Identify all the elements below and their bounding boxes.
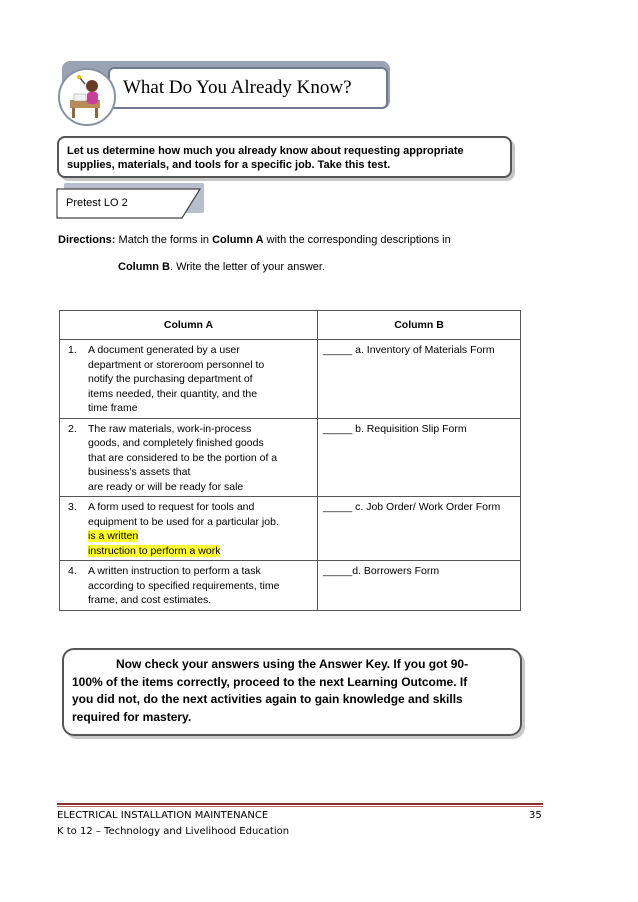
column-b-cell[interactable]: _____ c. Job Order/ Work Order Form (318, 497, 521, 561)
page-number: 35 (529, 810, 542, 821)
column-a-cell (60, 561, 318, 611)
directions-line1 (58, 234, 451, 246)
intro-callout (57, 136, 512, 178)
matching-table (59, 310, 521, 611)
column-b-cell[interactable]: _____d. Borrowers Form (318, 561, 521, 611)
table-row (60, 561, 521, 611)
item-text: time frame (88, 402, 138, 414)
item-text: according to specified requirements, time (88, 579, 280, 592)
highlighted-text: is a written (88, 530, 139, 542)
table-header-row (60, 311, 521, 340)
pretest-label: Pretest LO 2 (66, 197, 128, 209)
callout-line: you did not, do the next activities again to gain knowledge and skills (72, 692, 463, 706)
directions-text: . Write the letter of your answer. (169, 261, 326, 273)
callout-line: Now check your answers using the Answer Key. If you got 90- (116, 657, 469, 671)
directions-column-b: Column B (118, 261, 170, 273)
column-b-cell[interactable]: _____ a. Inventory of Materials Form (318, 340, 521, 419)
directions-text: with the corresponding descriptions in (263, 234, 451, 246)
item-text: that are considered to be the portion of a (88, 451, 278, 464)
item-text: equipment to be used for a particular job. (88, 515, 279, 528)
column-b-cell[interactable]: _____ b. Requisition Slip Form (318, 418, 521, 497)
callout-line: 100% of the items correctly, proceed to the next Learning Outcome. If (72, 674, 468, 689)
item-text: notify the purchasing department of (88, 373, 253, 385)
item-number: 2. (68, 422, 77, 435)
column-a-cell (60, 418, 318, 497)
item-text: frame, and cost estimates. (88, 594, 212, 606)
table-row (60, 418, 521, 497)
column-a-header: Column A (60, 311, 318, 340)
column-b-header: Column B (318, 311, 521, 340)
intro-line: supplies, materials, and tools for a specific job. Take this test. (67, 159, 391, 171)
item-text: A form used to request for tools and (88, 501, 255, 513)
item-number: 3. (68, 501, 77, 513)
item-text: are ready or will be ready for sale (88, 480, 244, 493)
item-text: A document generated by a user (88, 344, 240, 356)
section-title-text: What Do You Already Know? (123, 77, 352, 98)
directions-column-a: Column A (212, 234, 264, 246)
item-text: The raw materials, work-in-process (88, 422, 252, 435)
directions-lead: Directions: (58, 234, 116, 246)
directions-line2 (118, 261, 325, 273)
callout-line: required for mastery. (72, 709, 192, 724)
item-number: 1. (68, 344, 77, 356)
item-text: items needed, their quantity, and the (88, 387, 258, 400)
item-text: goods, and completely finished goods (88, 437, 264, 449)
item-number: 4. (68, 565, 77, 577)
directions-text: Match the forms in (115, 234, 213, 246)
footer-course: ELECTRICAL INSTALLATION MAINTENANCE (57, 810, 269, 821)
table-row (60, 340, 521, 419)
column-a-cell (60, 497, 318, 561)
item-text: business's assets that (88, 466, 191, 478)
footer-divider (57, 806, 543, 807)
section-title (108, 67, 388, 109)
highlighted-text: instruction to perform a work (88, 544, 221, 557)
student-illustration-icon (58, 68, 116, 126)
answer-key-callout (62, 648, 522, 736)
intro-line: Let us determine how much you already know about requesting appropriate (67, 145, 464, 157)
footer-divider (57, 803, 543, 805)
item-text: A written instruction to perform a task (88, 565, 261, 577)
table-row (60, 497, 521, 561)
column-a-cell (60, 340, 318, 419)
item-text: department or storeroom personnel to (88, 358, 265, 371)
footer-program: K to 12 – Technology and Livelihood Education (57, 826, 290, 837)
